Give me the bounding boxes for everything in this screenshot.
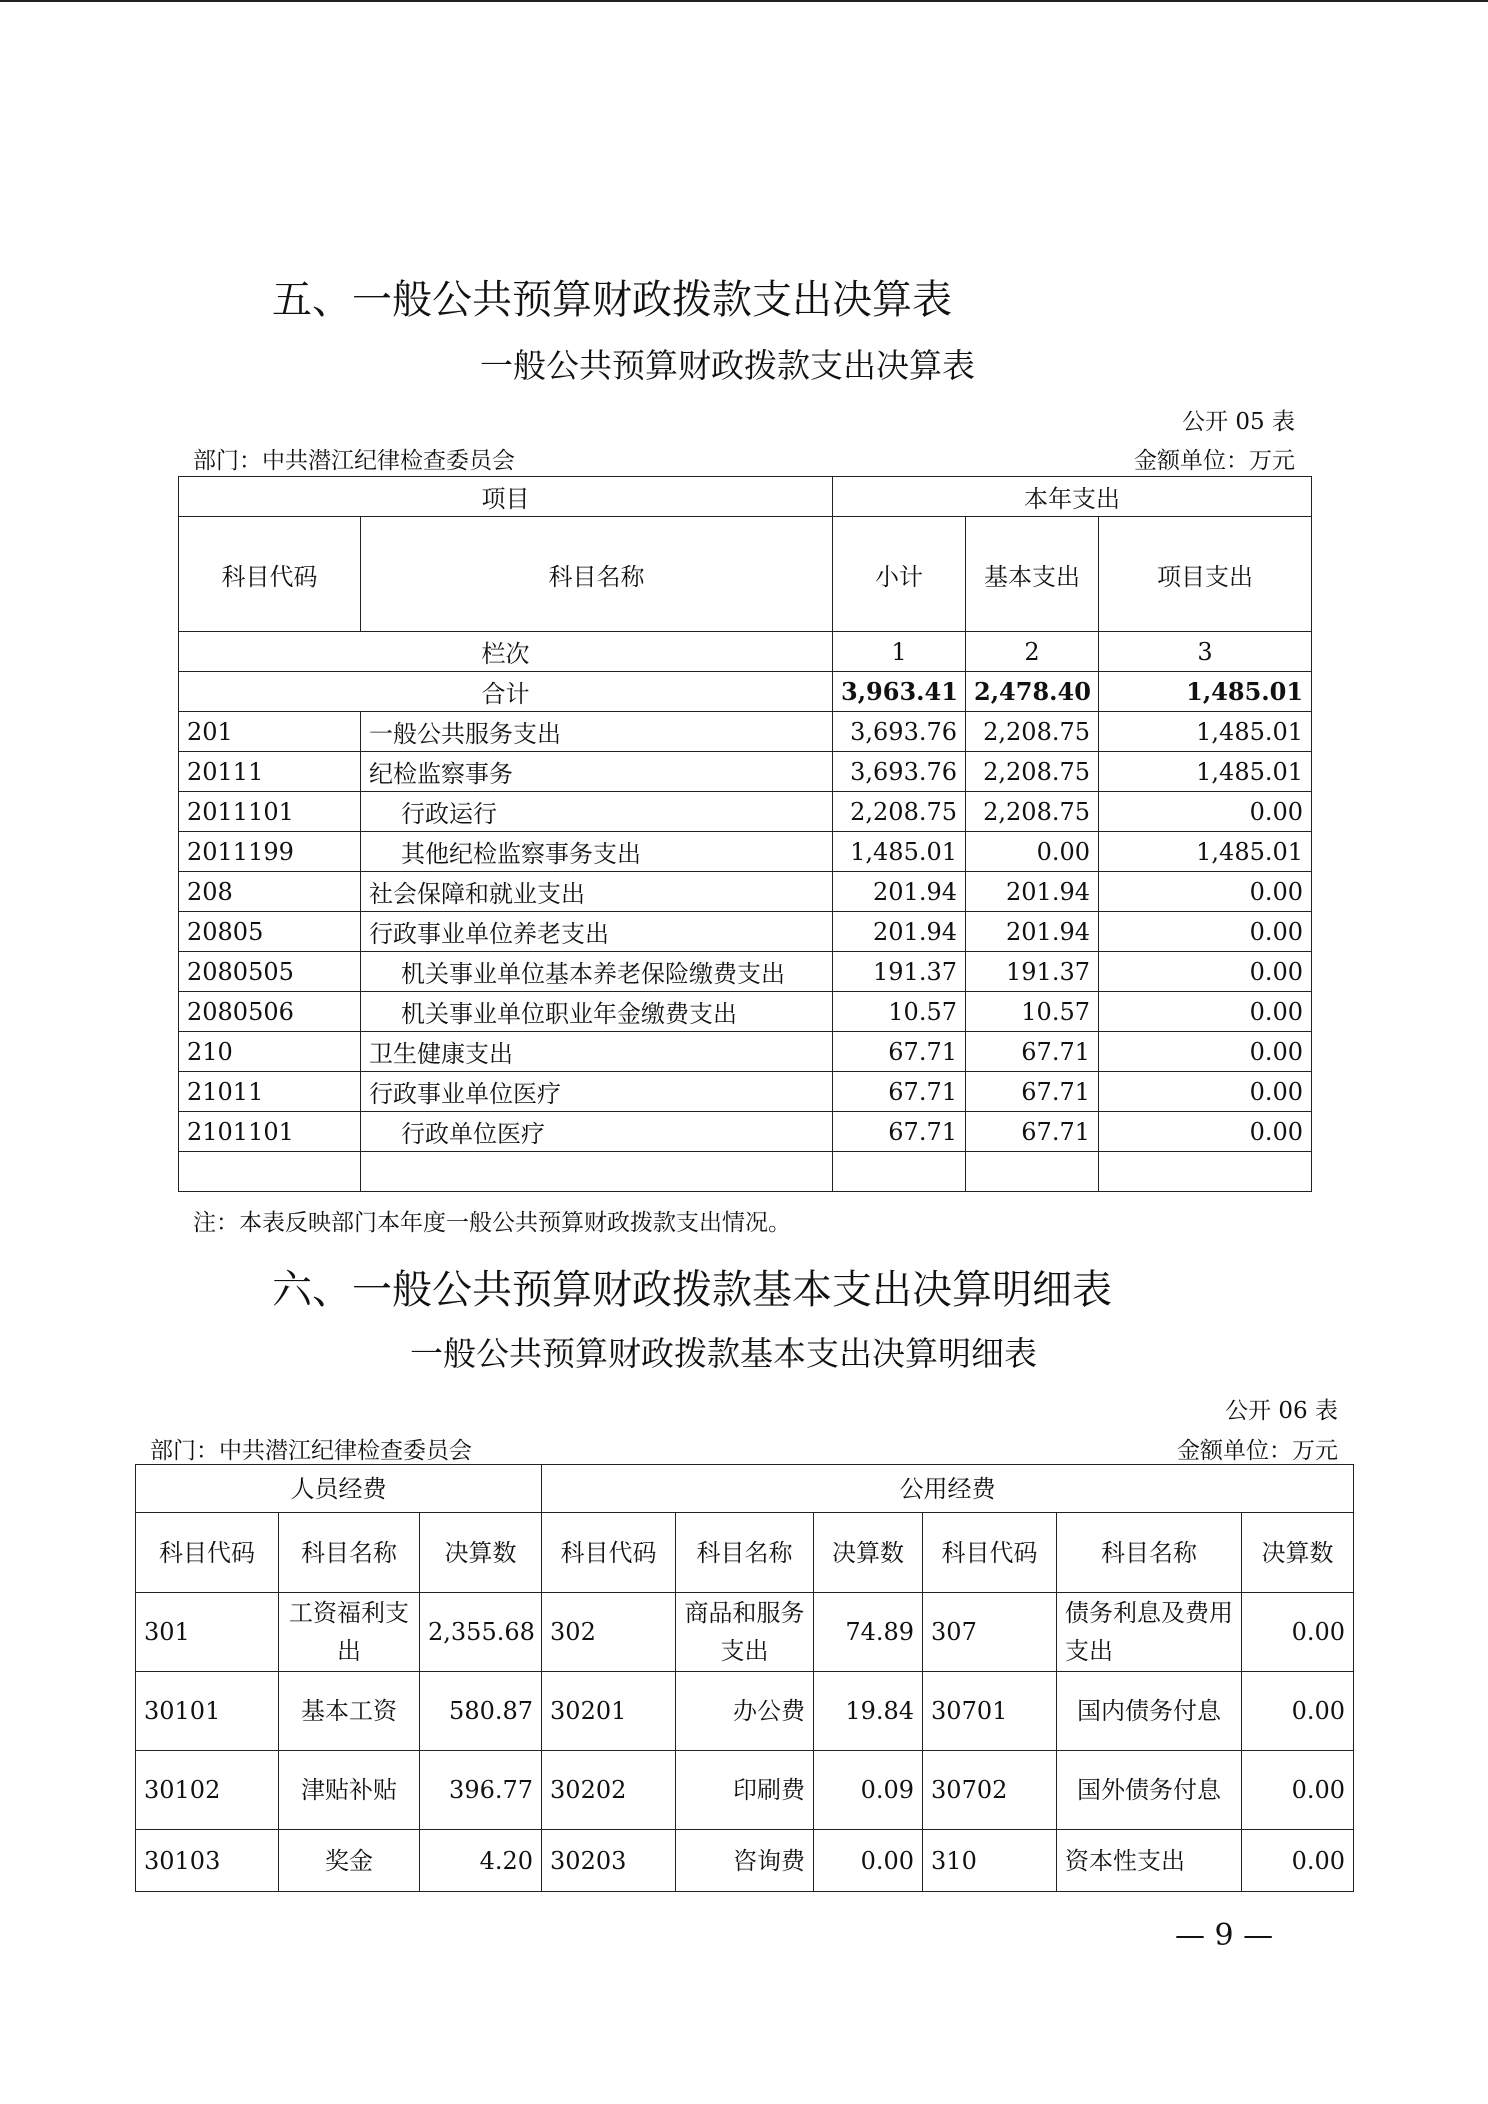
- table-row: [179, 712, 1312, 752]
- row-subtotal: 3,693.76: [833, 752, 966, 792]
- table-row: [179, 992, 1312, 1032]
- empty-row: [179, 1152, 1312, 1192]
- table-row: [136, 1751, 1354, 1830]
- row-subtotal: 2,208.75: [833, 792, 966, 832]
- row-o-code: 310: [923, 1830, 1057, 1892]
- row-basic: 10.57: [966, 992, 1099, 1032]
- row-code: 20805: [179, 912, 361, 952]
- header-current-year: 本年支出: [833, 477, 1312, 517]
- table-row: [136, 1672, 1354, 1751]
- header-col2: 2: [966, 632, 1099, 672]
- row-g-code: 30202: [542, 1751, 676, 1830]
- row-basic: 201.94: [966, 872, 1099, 912]
- total-subtotal: 3,963.41: [833, 672, 966, 712]
- row-subtotal: 67.71: [833, 1072, 966, 1112]
- section5-subtitle: 一般公共预算财政拨款支出决算表: [480, 346, 975, 385]
- row-name: 行政事业单位养老支出: [361, 912, 833, 952]
- table-row: [179, 832, 1312, 872]
- total-project: 1,485.01: [1099, 672, 1312, 712]
- row-project: 0.00: [1099, 792, 1312, 832]
- header-item: 项目: [179, 477, 833, 517]
- table-row: [179, 872, 1312, 912]
- section6-form-no: 公开 06 表: [1225, 1398, 1338, 1424]
- row-o-name: 资本性支出: [1057, 1830, 1242, 1892]
- row-subtotal: 201.94: [833, 872, 966, 912]
- row-project: 0.00: [1099, 872, 1312, 912]
- table-row: [136, 1830, 1354, 1892]
- table-row: [179, 912, 1312, 952]
- row-subtotal: 3,693.76: [833, 712, 966, 752]
- row-subtotal: 67.71: [833, 1112, 966, 1152]
- section5-department: 部门：中共潜江纪律检查委员会: [193, 448, 515, 474]
- row-code: 2011101: [179, 792, 361, 832]
- row-code: 21011: [179, 1072, 361, 1112]
- header-o-code: 科目代码: [923, 1513, 1057, 1593]
- row-basic: 67.71: [966, 1032, 1099, 1072]
- table-row: [179, 952, 1312, 992]
- total-label: 合计: [179, 672, 833, 712]
- row-p-code: 30102: [136, 1751, 279, 1830]
- row-subtotal: 201.94: [833, 912, 966, 952]
- row-basic: 2,208.75: [966, 792, 1099, 832]
- row-code: 2101101: [179, 1112, 361, 1152]
- section5-form-no: 公开 05 表: [1182, 409, 1295, 435]
- row-p-name: 基本工资: [279, 1672, 420, 1751]
- row-basic: 67.71: [966, 1072, 1099, 1112]
- row-p-amount: 4.20: [420, 1830, 542, 1892]
- row-g-name: 办公费: [676, 1672, 814, 1751]
- total-basic: 2,478.40: [966, 672, 1099, 712]
- header-g-name: 科目名称: [676, 1513, 814, 1593]
- section5-heading: 五、一般公共预算财政拨款支出决算表: [272, 277, 952, 323]
- table-row: [179, 752, 1312, 792]
- row-subtotal: 10.57: [833, 992, 966, 1032]
- header-p-name: 科目名称: [279, 1513, 420, 1593]
- row-p-code: 30101: [136, 1672, 279, 1751]
- appropriation-expenditure-table: [178, 476, 1312, 1192]
- row-o-amount: 0.00: [1242, 1593, 1354, 1672]
- header-basic: 基本支出: [966, 517, 1099, 632]
- row-name: 机关事业单位职业年金缴费支出: [361, 992, 833, 1032]
- row-o-name: 国内债务付息: [1057, 1672, 1242, 1751]
- row-basic: 191.37: [966, 952, 1099, 992]
- row-name: 一般公共服务支出: [361, 712, 833, 752]
- row-name: 其他纪检监察事务支出: [361, 832, 833, 872]
- row-o-code: 30702: [923, 1751, 1057, 1830]
- row-p-amount: 2,355.68: [420, 1593, 542, 1672]
- row-basic: 0.00: [966, 832, 1099, 872]
- row-g-name: 咨询费: [676, 1830, 814, 1892]
- row-name: 机关事业单位基本养老保险缴费支出: [361, 952, 833, 992]
- row-subtotal: 67.71: [833, 1032, 966, 1072]
- row-p-name: 津贴补贴: [279, 1751, 420, 1830]
- row-basic: 67.71: [966, 1112, 1099, 1152]
- header-public: 公用经费: [542, 1465, 1354, 1513]
- section6-unit: 金额单位：万元: [1177, 1438, 1338, 1464]
- row-subtotal: 191.37: [833, 952, 966, 992]
- row-g-name: 印刷费: [676, 1751, 814, 1830]
- row-o-amount: 0.00: [1242, 1672, 1354, 1751]
- row-name: 卫生健康支出: [361, 1032, 833, 1072]
- row-g-code: 30203: [542, 1830, 676, 1892]
- row-g-amount: 0.00: [814, 1830, 923, 1892]
- header-p-code: 科目代码: [136, 1513, 279, 1593]
- header-p-amount: 决算数: [420, 1513, 542, 1593]
- header-column-no: 栏次: [179, 632, 833, 672]
- header-subtotal: 小计: [833, 517, 966, 632]
- row-project: 0.00: [1099, 1032, 1312, 1072]
- row-p-amount: 580.87: [420, 1672, 542, 1751]
- header-g-code: 科目代码: [542, 1513, 676, 1593]
- table-row: [179, 1032, 1312, 1072]
- row-o-code: 30701: [923, 1672, 1057, 1751]
- row-project: 0.00: [1099, 952, 1312, 992]
- row-project: 0.00: [1099, 1072, 1312, 1112]
- header-o-name: 科目名称: [1057, 1513, 1242, 1593]
- header-g-amount: 决算数: [814, 1513, 923, 1593]
- row-code: 208: [179, 872, 361, 912]
- section6-subtitle: 一般公共预算财政拨款基本支出决算明细表: [410, 1334, 1037, 1373]
- row-code: 2080505: [179, 952, 361, 992]
- row-o-amount: 0.00: [1242, 1830, 1354, 1892]
- header-code: 科目代码: [179, 517, 361, 632]
- row-g-name: 商品和服务支出: [676, 1593, 814, 1672]
- row-project: 1,485.01: [1099, 832, 1312, 872]
- section5-note: 注：本表反映部门本年度一般公共预算财政拨款支出情况。: [193, 1210, 791, 1236]
- section6-department: 部门：中共潜江纪律检查委员会: [150, 1438, 472, 1464]
- section5-unit: 金额单位：万元: [1134, 448, 1295, 474]
- row-project: 1,485.01: [1099, 752, 1312, 792]
- row-project: 1,485.01: [1099, 712, 1312, 752]
- row-name: 行政单位医疗: [361, 1112, 833, 1152]
- row-project: 0.00: [1099, 1112, 1312, 1152]
- page-number: — 9 —: [1175, 1918, 1274, 1953]
- row-basic: 2,208.75: [966, 752, 1099, 792]
- total-row: [179, 672, 1312, 712]
- row-o-name: 债务利息及费用支出: [1057, 1593, 1242, 1672]
- row-p-code: 301: [136, 1593, 279, 1672]
- row-g-amount: 0.09: [814, 1751, 923, 1830]
- row-code: 210: [179, 1032, 361, 1072]
- top-border-line: [0, 0, 1488, 2]
- row-p-name: 工资福利支出: [279, 1593, 420, 1672]
- row-p-amount: 396.77: [420, 1751, 542, 1830]
- row-code: 201: [179, 712, 361, 752]
- row-code: 20111: [179, 752, 361, 792]
- header-o-amount: 决算数: [1242, 1513, 1354, 1593]
- row-g-code: 30201: [542, 1672, 676, 1751]
- row-basic: 2,208.75: [966, 712, 1099, 752]
- row-g-code: 302: [542, 1593, 676, 1672]
- row-basic: 201.94: [966, 912, 1099, 952]
- header-project: 项目支出: [1099, 517, 1312, 632]
- section6-heading: 六、一般公共预算财政拨款基本支出决算明细表: [272, 1267, 1112, 1313]
- row-o-name: 国外债务付息: [1057, 1751, 1242, 1830]
- table-row: [179, 1112, 1312, 1152]
- basic-expenditure-detail-table: [135, 1464, 1354, 1892]
- header-col1: 1: [833, 632, 966, 672]
- row-subtotal: 1,485.01: [833, 832, 966, 872]
- row-code: 2011199: [179, 832, 361, 872]
- header-col3: 3: [1099, 632, 1312, 672]
- row-o-amount: 0.00: [1242, 1751, 1354, 1830]
- row-project: 0.00: [1099, 992, 1312, 1032]
- row-name: 纪检监察事务: [361, 752, 833, 792]
- table-row: [136, 1593, 1354, 1672]
- header-name: 科目名称: [361, 517, 833, 632]
- row-o-code: 307: [923, 1593, 1057, 1672]
- row-project: 0.00: [1099, 912, 1312, 952]
- row-code: 2080506: [179, 992, 361, 1032]
- row-name: 行政事业单位医疗: [361, 1072, 833, 1112]
- table-row: [179, 1072, 1312, 1112]
- row-g-amount: 74.89: [814, 1593, 923, 1672]
- table-row: [179, 792, 1312, 832]
- row-name: 社会保障和就业支出: [361, 872, 833, 912]
- row-g-amount: 19.84: [814, 1672, 923, 1751]
- header-personnel: 人员经费: [136, 1465, 542, 1513]
- row-name: 行政运行: [361, 792, 833, 832]
- row-p-name: 奖金: [279, 1830, 420, 1892]
- row-p-code: 30103: [136, 1830, 279, 1892]
